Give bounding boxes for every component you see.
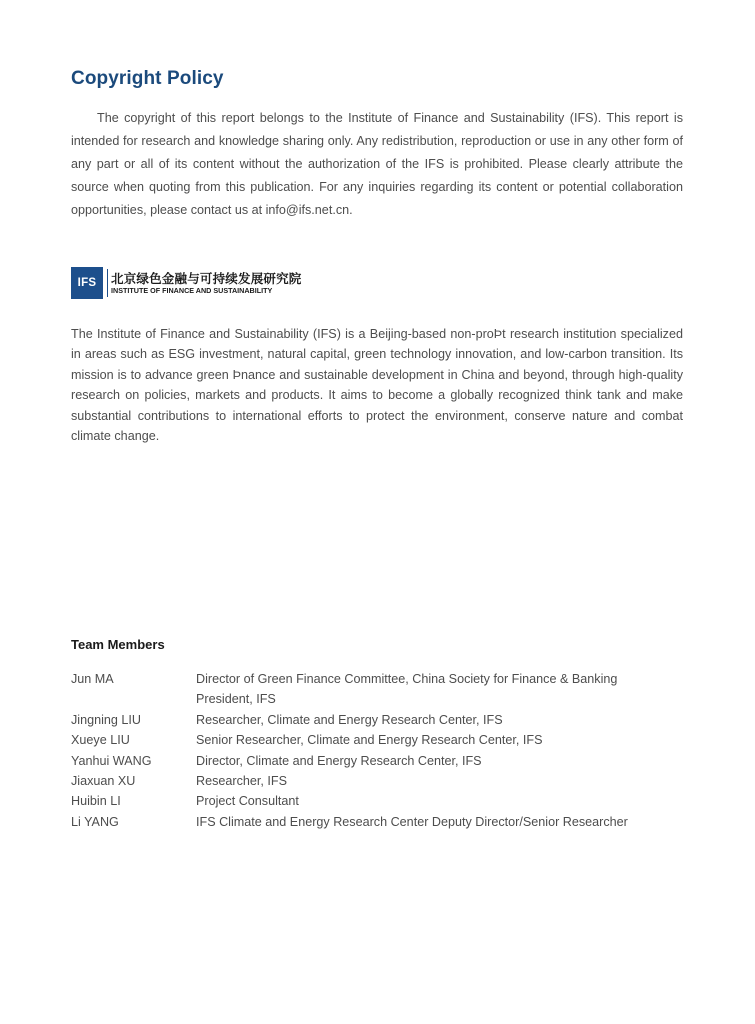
team-member-roles [196, 730, 691, 750]
team-member-name: Huibin LI [71, 794, 121, 809]
team-member-row [71, 751, 691, 771]
team-member-roles [196, 812, 691, 832]
page-title: Copyright Policy [71, 68, 224, 89]
team-member-row [71, 730, 691, 750]
team-member-role: Researcher, IFS [196, 774, 287, 789]
logo-divider [107, 269, 108, 297]
team-member-name: Li YANG [71, 814, 119, 829]
logo-english-name: INSTITUTE OF FINANCE AND SUSTAINABILITY [111, 286, 273, 295]
team-member-row [71, 710, 691, 730]
ifs-logo [71, 267, 311, 299]
team-member-row [71, 791, 691, 811]
team-member-roles [196, 771, 691, 791]
team-member-row [71, 771, 691, 791]
team-member-roles [196, 710, 691, 730]
copyright-paragraph: The copyright of this report belongs to the Institute of Finance and Sustainability (IFS). This report is intended for research and knowledge sharing only. Any redistribution, reproduction or use in any other form of any part or all of its content without the authorization of the IFS is prohibited. Please clearly attribute the source when quoting from this publication. For any inquiries regarding its content or potential collaboration opportunities, please contact us at info@ifs.net.cn. [71, 111, 683, 217]
team-member-role: Researcher, Climate and Energy Research Center, IFS [196, 712, 503, 727]
team-member-role: Director, Climate and Energy Research Center, IFS [196, 753, 482, 768]
ifs-logo-mark: IFS [71, 267, 103, 299]
team-member-roles [196, 751, 691, 771]
team-member-name: Jingning LIU [71, 712, 142, 727]
team-member-row [71, 669, 691, 710]
team-member-row [71, 812, 691, 832]
team-member-name: Jun MA [71, 672, 114, 686]
team-member-roles [196, 791, 691, 811]
team-member-name: Jiaxuan XU [71, 774, 136, 789]
team-member-role: Project Consultant [196, 794, 299, 809]
team-member-role: IFS Climate and Energy Research Center Deputy Director/Senior Researcher [196, 814, 628, 829]
team-member-name: Yanhui WANG [71, 753, 152, 768]
logo-chinese-name: 北京绿色金融与可持续发展研究院 [111, 272, 302, 286]
team-members-list [71, 669, 691, 832]
institute-description: The Institute of Finance and Sustainability (IFS) is a Beijing-based non-proÞt research institution specialized in areas such as ESG investment, natural capital, green technology innovation, and low-carbon transition. Its mission is to advance green Þnance and sustainable development in China and beyond, through high-quality research on policies, markets and products. It aims to become a globally recognized think tank and make substantial contributions to international efforts to protect the environment, conserve nature and combat climate change. [71, 327, 683, 444]
team-member-role: President, IFS [196, 692, 276, 707]
team-member-name: Xueye LIU [71, 733, 130, 748]
team-member-role: Senior Researcher, Climate and Energy Research Center, IFS [196, 733, 543, 748]
team-members-heading: Team Members [71, 637, 165, 652]
team-member-role: Director of Green Finance Committee, China Society for Finance & Banking [196, 672, 618, 686]
team-member-roles [196, 669, 691, 710]
